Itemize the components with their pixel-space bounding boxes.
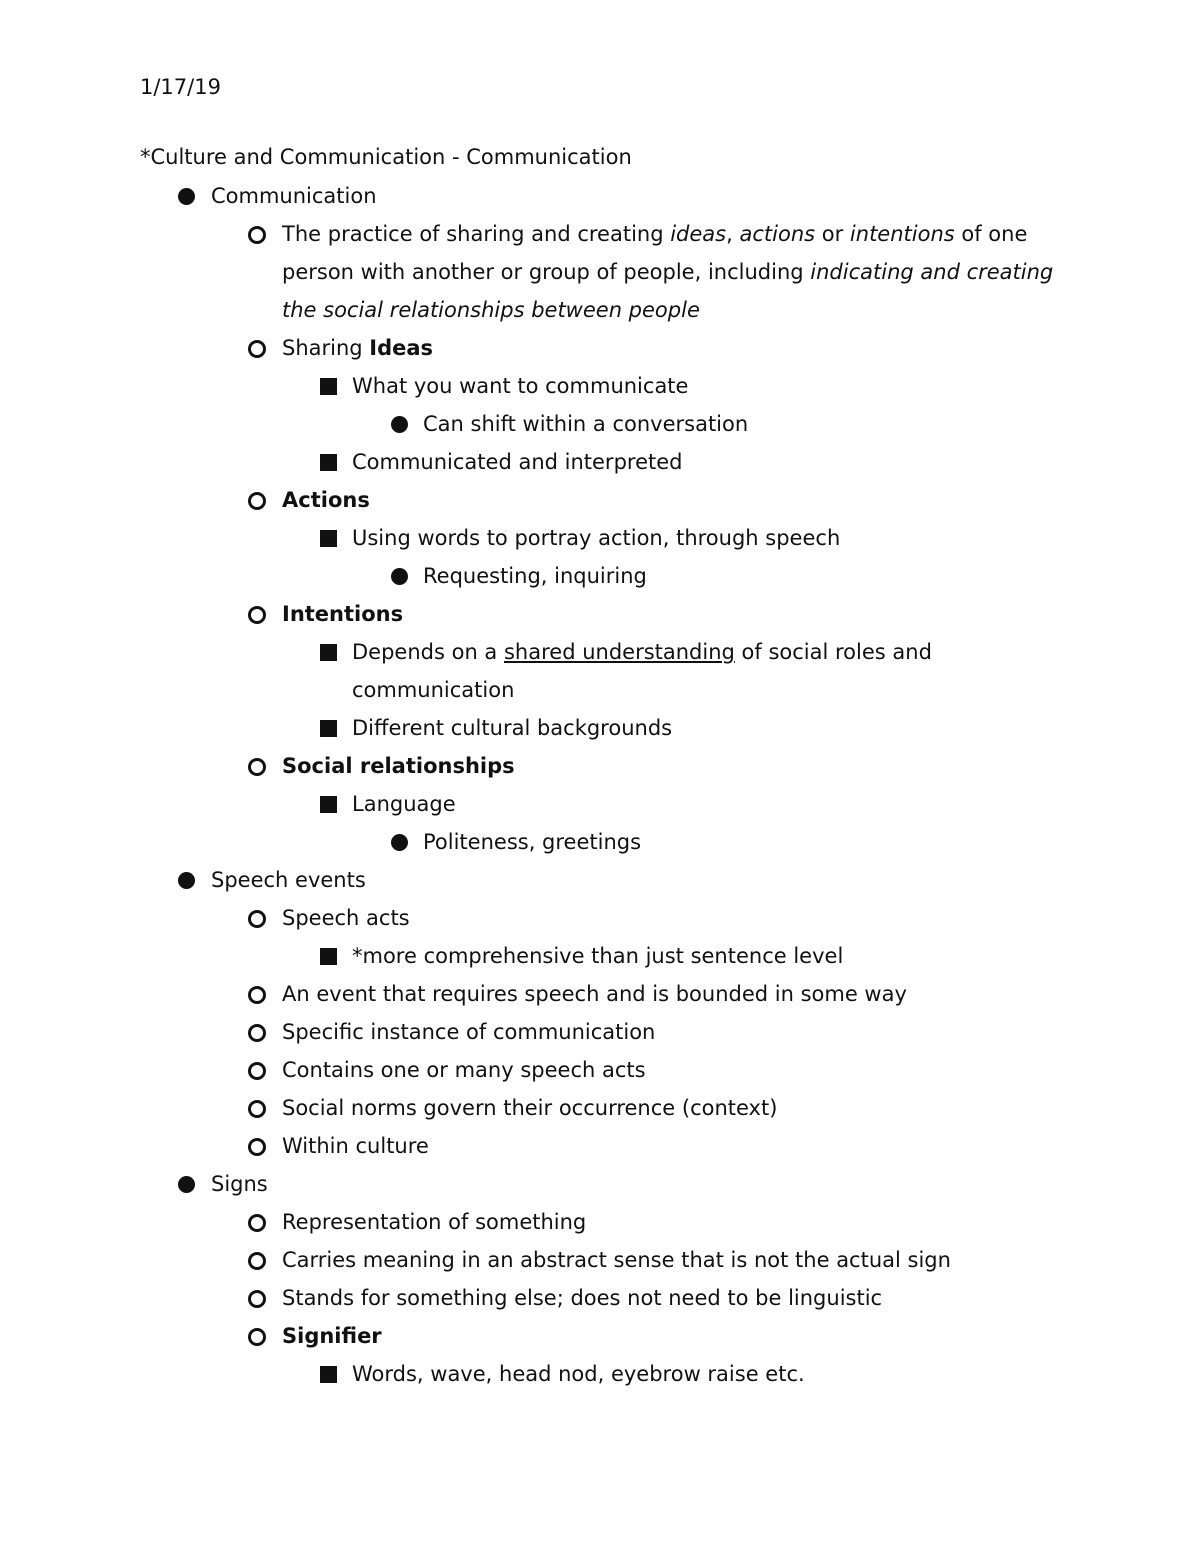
square-bullet-icon xyxy=(320,948,337,965)
hollow-circle-bullet-icon xyxy=(248,340,266,358)
hollow-circle-bullet-icon xyxy=(248,1138,266,1156)
hollow-circle-bullet-icon xyxy=(248,1024,266,1042)
square-bullet-icon xyxy=(320,530,337,547)
outline-text: Politeness, greetings xyxy=(423,830,642,854)
outline-item-level-1 xyxy=(0,215,1072,329)
outline-text: An event that requires speech and is bounded in some way xyxy=(282,982,907,1006)
hollow-circle-bullet-icon xyxy=(248,910,266,928)
outline-text: Signs xyxy=(211,1172,268,1196)
note-date: 1/17/19 xyxy=(140,75,221,99)
filled-circle-bullet-icon xyxy=(391,568,408,585)
outline-text: Stands for something else; does not need to be linguistic xyxy=(282,1286,883,1310)
outline-item-level-1 xyxy=(0,1317,1072,1355)
hollow-circle-bullet-icon xyxy=(248,1290,266,1308)
outline-item-level-1 xyxy=(0,747,1072,785)
outline-item-level-2 xyxy=(0,443,992,481)
outline-text: Speech events xyxy=(211,868,366,892)
outline-item-level-1 xyxy=(0,1241,1072,1279)
outline-text: Depends on a xyxy=(352,640,504,664)
filled-circle-bullet-icon xyxy=(391,834,408,851)
outline-item-level-2 xyxy=(0,937,992,975)
outline-item-level-1 xyxy=(0,899,1072,937)
outline-item-level-1 xyxy=(0,595,1072,633)
outline-item-level-2 xyxy=(0,633,992,709)
outline-text: Carries meaning in an abstract sense that is not the actual sign xyxy=(282,1248,951,1272)
outline-text: What you want to communicate xyxy=(352,374,689,398)
outline-text: Can shift within a conversation xyxy=(423,412,749,436)
outline-text: of one person with another or group of people, including xyxy=(282,222,1028,284)
outline-item-level-1 xyxy=(0,975,1072,1013)
outline-text: or xyxy=(815,222,850,246)
outline-item-level-2 xyxy=(0,1355,992,1393)
outline-text-italic: ideas xyxy=(670,222,727,246)
filled-circle-bullet-icon xyxy=(391,416,408,433)
outline-text-bold: Actions xyxy=(282,488,370,512)
outline-item-level-2 xyxy=(0,709,992,747)
outline-text: Contains one or many speech acts xyxy=(282,1058,646,1082)
square-bullet-icon xyxy=(320,454,337,471)
hollow-circle-bullet-icon xyxy=(248,758,266,776)
outline-item-level-1 xyxy=(0,1127,1072,1165)
outline-text: Using words to portray action, through speech xyxy=(352,526,841,550)
square-bullet-icon xyxy=(320,378,337,395)
outline-text: Sharing xyxy=(282,336,370,360)
hollow-circle-bullet-icon xyxy=(248,1062,266,1080)
outline-text-italic: indicating and creating the social relationships between people xyxy=(282,260,1054,322)
outline-text-bold: Intentions xyxy=(282,602,404,626)
hollow-circle-bullet-icon xyxy=(248,986,266,1004)
outline-text-bold: Social relationships xyxy=(282,754,515,778)
outline-text: Communicated and interpreted xyxy=(352,450,683,474)
outline-item-level-1 xyxy=(0,1089,1072,1127)
outline-text-italic: intentions xyxy=(849,222,955,246)
square-bullet-icon xyxy=(320,796,337,813)
outline-item-level-1 xyxy=(0,1279,1072,1317)
filled-circle-bullet-icon xyxy=(178,1176,195,1193)
outline-item-level-2 xyxy=(0,519,992,557)
outline-text-italic: actions xyxy=(739,222,816,246)
outline-item-level-1 xyxy=(0,329,1072,367)
outline-text-bold: Signifier xyxy=(282,1324,382,1348)
note-title: *Culture and Communication - Communication xyxy=(140,145,632,169)
filled-circle-bullet-icon xyxy=(178,188,195,205)
outline-text: Specific instance of communication xyxy=(282,1020,656,1044)
outline-text: Social norms govern their occurrence (context) xyxy=(282,1096,778,1120)
outline-text: of social roles and communication xyxy=(352,640,932,702)
outline-text: Different cultural backgrounds xyxy=(352,716,673,740)
outline-item-level-3 xyxy=(0,823,1200,861)
outline-text-underlined: shared understanding xyxy=(503,640,735,664)
hollow-circle-bullet-icon xyxy=(248,492,266,510)
outline-item-level-1 xyxy=(0,481,1072,519)
outline-text: , xyxy=(726,222,740,246)
outline-item-level-2 xyxy=(0,785,992,823)
outline-text: Within culture xyxy=(282,1134,429,1158)
outline-text: Language xyxy=(352,792,456,816)
outline-text: Words, wave, head nod, eyebrow raise etc. xyxy=(352,1362,805,1386)
outline-item-level-3 xyxy=(0,557,1200,595)
hollow-circle-bullet-icon xyxy=(248,606,266,624)
outline-text: Speech acts xyxy=(282,906,410,930)
hollow-circle-bullet-icon xyxy=(248,226,266,244)
outline-text: The practice of sharing and creating xyxy=(282,222,671,246)
hollow-circle-bullet-icon xyxy=(248,1100,266,1118)
outline-item-level-0 xyxy=(0,177,1200,215)
hollow-circle-bullet-icon xyxy=(248,1252,266,1270)
square-bullet-icon xyxy=(320,1366,337,1383)
outline-item-level-0 xyxy=(0,861,1200,899)
outline-item-level-1 xyxy=(0,1013,1072,1051)
outline-item-level-1 xyxy=(0,1051,1072,1089)
note-outline xyxy=(0,177,1200,1393)
outline-item-level-1 xyxy=(0,1203,1072,1241)
outline-text: Representation of something xyxy=(282,1210,587,1234)
outline-item-level-0 xyxy=(0,1165,1200,1203)
outline-text: Communication xyxy=(211,184,377,208)
outline-item-level-2 xyxy=(0,367,992,405)
hollow-circle-bullet-icon xyxy=(248,1328,266,1346)
outline-text-bold: Ideas xyxy=(369,336,434,360)
hollow-circle-bullet-icon xyxy=(248,1214,266,1232)
outline-text: *more comprehensive than just sentence level xyxy=(352,944,844,968)
square-bullet-icon xyxy=(320,644,337,661)
square-bullet-icon xyxy=(320,720,337,737)
outline-text: Requesting, inquiring xyxy=(423,564,647,588)
outline-item-level-3 xyxy=(0,405,1200,443)
filled-circle-bullet-icon xyxy=(178,872,195,889)
